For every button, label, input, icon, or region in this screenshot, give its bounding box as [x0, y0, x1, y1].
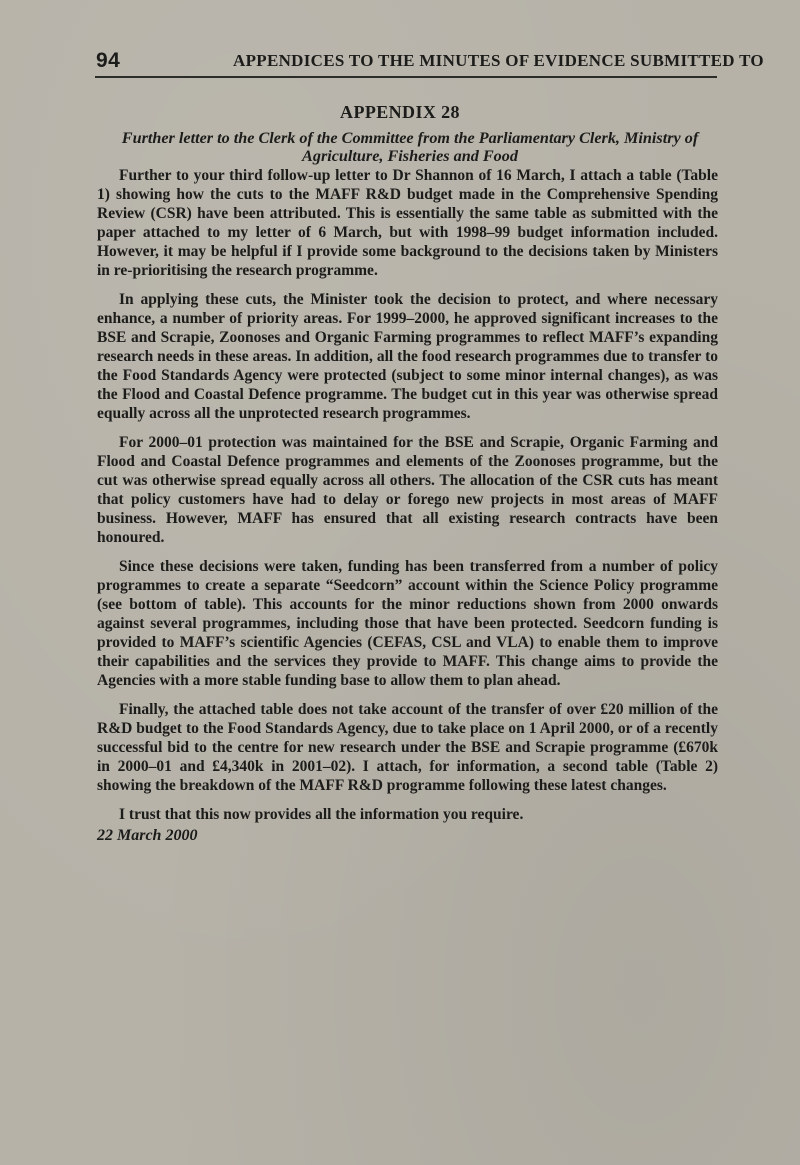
appendix-title: APPENDIX 28	[340, 102, 460, 122]
letter-subtitle: Further letter to the Clerk of the Committee from the Parliamentary Clerk, Ministry of Agriculture, Fisheries and Food	[121, 129, 699, 165]
header-rule	[95, 76, 717, 78]
running-title: APPENDICES TO THE MINUTES OF EVIDENCE SUBMITTED TO	[233, 51, 764, 70]
page-number: 94	[96, 49, 121, 72]
paragraph-4: Since these decisions were taken, funding has been transferred from a number of policy programmes to create a separate “Seedcorn” account within the Science Policy programme (see bottom of table). This accounts for the minor reductions shown from 2000 onwards against several programmes, including those that have been protected. Seedcorn funding is provided to MAFF’s scientific Agencies (CEFAS, CSL and VLA) to enable them to improve their capabilities and the services they provide to MAFF. This change aims to provide the Agencies with a more stable funding base to allow them to plan ahead.	[97, 558, 718, 689]
paragraph-5: Finally, the attached table does not take account of the transfer of over £20 million of the R&D budget to the Food Standards Agency, due to take place on 1 April 2000, or of a recently successful bid to the centre for new research under the BSE and Scrapie programme (£670k in 2000–01 and £4,340k in 2001–02). I attach, for information, a second table (Table 2) showing the breakdown of the MAFF R&D programme following these latest changes.	[97, 701, 718, 794]
paragraph-6: I trust that this now provides all the information you require.	[119, 806, 524, 823]
letter-body	[97, 166, 718, 845]
letter-date: 22 March 2000	[97, 827, 198, 844]
paragraph-3: For 2000–01 protection was maintained for the BSE and Scrapie, Organic Farming and Flood and Coastal Defence programmes and elements of the Zoonoses programme, but the cut was otherwise spread equally across all others. The allocation of the CSR cuts has meant that policy customers have had to delay or forego new projects in most areas of MAFF business. However, MAFF has ensured that all existing research contracts have been honoured.	[97, 434, 718, 546]
running-header	[96, 49, 764, 77]
paragraph-2: In applying these cuts, the Minister took the decision to protect, and where necessary enhance, a number of priority areas. For 1999–2000, he approved significant increases to the BSE and Scrapie, Zoonoses and Organic Farming programmes to reflect MAFF’s expanding research needs in these areas. In addition, all the food research programmes due to transfer to the Food Standards Agency were protected (subject to some minor internal changes), as was the Flood and Coastal Defence programme. The budget cut in this year was otherwise spread equally across all the unprotected research programmes.	[97, 291, 718, 422]
paragraph-1: Further to your third follow-up letter to Dr Shannon of 16 March, I attach a table (Table 1) showing how the cuts to the MAFF R&D budget made in the Comprehensive Spending Review (CSR) have been attributed. This is essentially the same table as submitted with the paper attached to my letter of 6 March, but with 1998–99 budget information included. However, it may be helpful if I provide some background to the decisions taken by Ministers in re-prioritising the research programme.	[97, 167, 718, 279]
